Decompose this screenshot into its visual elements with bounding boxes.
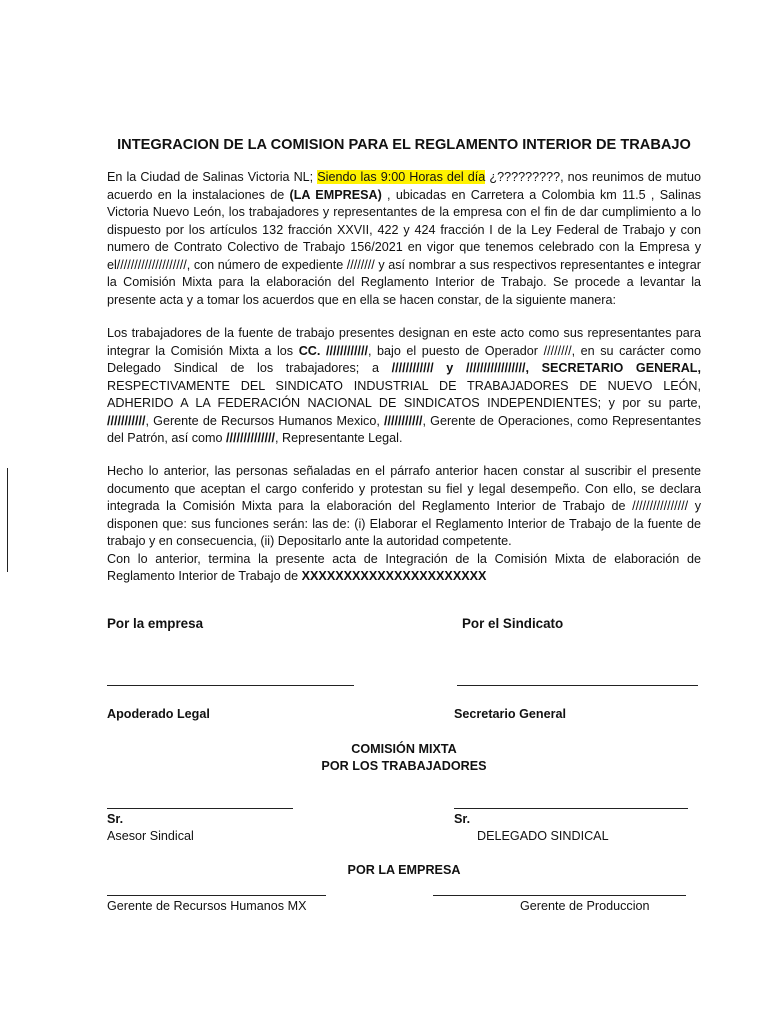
margin-line: [7, 468, 8, 572]
role-apoderado-legal: Apoderado Legal: [107, 707, 210, 721]
document-title: INTEGRACION DE LA COMISION PARA EL REGLAMENTO INTERIOR DE TRABAJO: [117, 137, 691, 153]
paragraph-closing: Hecho lo anterior, las personas señaladas en el párrafo anterior hacen constar al suscribir el presente documento que aceptan el cargo conferido y protestan su fiel y legal desempeño. Con ello, se declara integrada la Comisión Mixta para la elaboración del Reglamento Interior de Trabajo de //////////////// y disponen que: sus funciones serán: las de: (i) Elaborar el Reglamento Interior de Trabajo de la fuente de trabajo y en consecuencia, (ii) Depositarlo ante la autoridad competente. Con lo anterior, termina la presente acta de Integración de la Comisión Mixta de elaboración de Reglamento Interior de Trabajo de XXXXXXXXXXXXXXXXXXXXXX: [107, 464, 701, 583]
highlighted-text: Siendo las 9:00 Horas del día: [317, 170, 486, 184]
signature-line-produccion: [433, 895, 686, 896]
signature-header-sindicato: Por el Sindicato: [462, 616, 564, 631]
company-name: (LA EMPRESA): [289, 187, 382, 202]
role-gerente-rh: Gerente de Recursos Humanos MX: [107, 899, 307, 913]
role-gerente-produccion: Gerente de Produccion: [520, 899, 650, 913]
commission-title: COMISIÓN MIXTA: [351, 742, 457, 756]
signature-line-secretario: [457, 685, 698, 686]
commission-subtitle: POR LOS TRABAJADORES: [321, 759, 487, 773]
sr-label-right: Sr.: [454, 812, 471, 826]
role-secretario-general: Secretario General: [454, 707, 567, 721]
signature-line-delegado: [454, 808, 688, 809]
role-asesor-sindical: Asesor Sindical: [107, 829, 194, 843]
signature-header-empresa: Por la empresa: [107, 616, 204, 631]
signature-line-rh: [107, 895, 326, 896]
paragraph-intro: En la Ciudad de Salinas Victoria NL; Siendo las 9:00 Horas del día ¿?????????, nos reunimos de mutuo acuerdo en la instalaciones de (LA EMPRESA) , ubicadas en Carretera a Colombia km 11.5 , Salinas Victoria Nuevo León, los trabajadores y representantes de la empresa con el fin de dar cumplimiento a lo dispuesto por los artículos 132 fracción XXVII, 422 y 424 fracción I de la Ley Federal de Trabajo y con numero de Contrato Colectivo de Trabajo 156/2021 en vigor que tenemos celebrado con la Empresa y el////////////////////, con número de expediente //////// y así nombrar a sus respectivos representantes e integrar la Comisión Mixta para la elaboración del Reglamento Interior de Trabajo. Se procede a levantar la presente acta y a tomar los acuerdos que en ella se hacen constar, de la siguiente manera:: [107, 170, 701, 307]
role-delegado-sindical: DELEGADO SINDICAL: [477, 829, 609, 843]
por-la-empresa-heading: POR LA EMPRESA: [347, 863, 461, 877]
sr-label-left: Sr.: [107, 812, 124, 826]
signature-line-apoderado: [107, 685, 354, 686]
paragraph-representatives: Los trabajadores de la fuente de trabajo presentes designan en este acto como sus representantes para integrar la Comisión Mixta a los CC. ////////////, bajo el puesto de Operador ////////, en su carácter como Delegado Sindical de los trabajadores; a //////////// y /////////////////, SECRETARIO GENERAL, RESPECTIVAMENTE DEL SINDICATO INDUSTRIAL DE TRABAJADORES DE NUEVO LEÓN, ADHERIDO A LA FEDERACIÓN NACIONAL DE SINDICATOS INDEPENDIENTES; y por su parte, ///////////, Gerente de Recursos Humanos Mexico, ///////////, Gerente de Operaciones, como Representantes del Patrón, así como //////////////, Representante Legal.: [107, 326, 701, 445]
signature-line-asesor: [107, 808, 293, 809]
